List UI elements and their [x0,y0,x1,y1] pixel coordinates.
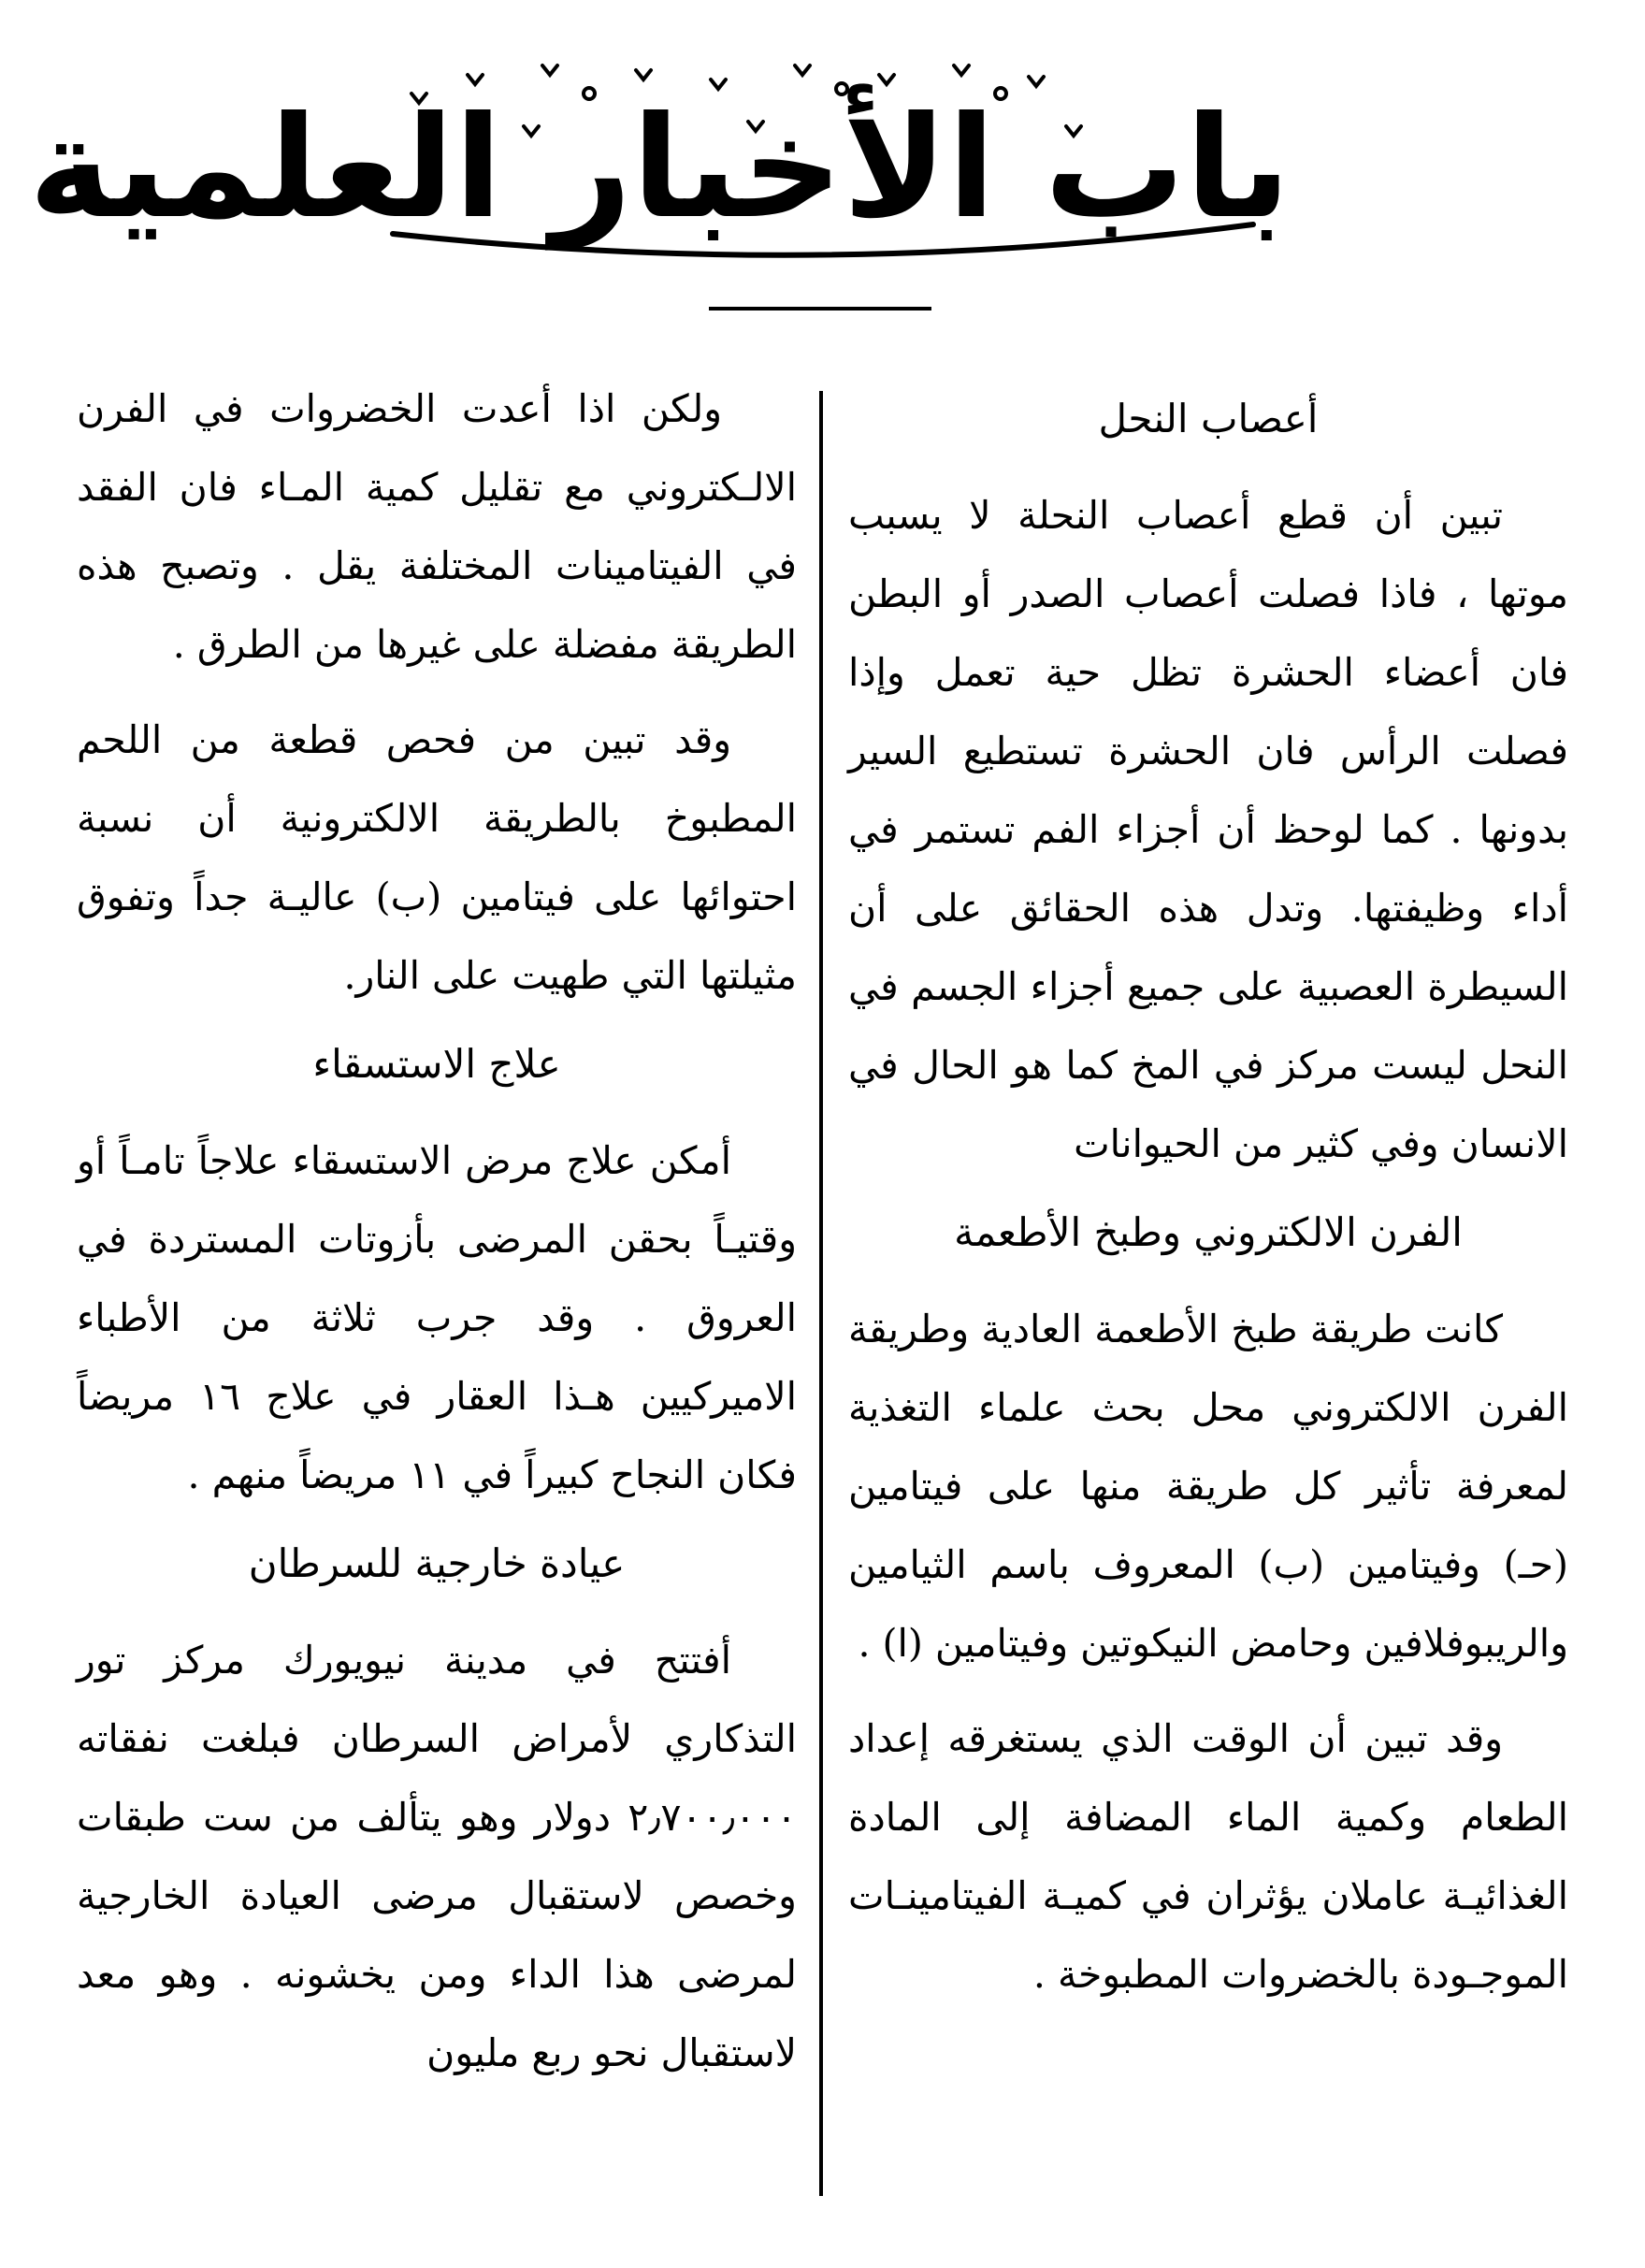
left-column [77,369,797,2109]
paragraph-oven-continued-1: ولكن اذا أعدت الخضروات في الفرن الالـكتروني مع تقليل كمية المـاء فان الفقد في الفيتامينات المختلفة يقل . وتصبح هذه الطريقة مفضلة على غيرها من الطرق . [77,386,797,667]
paragraph-oven-continued-2: وقد تبين من فحص قطعة من اللحم المطبوخ بالطريقة الالكترونية أن نسبة احتوائها على فيتامين (ب) عاليـة جداً وتفوق مثيلتها التي طهيت على النار. [77,717,797,998]
section-heading-cancer-clinic: عيادة خارجية للسرطان [248,1540,626,1586]
paragraph-cancer-clinic: أفتتح في مدينة نيويورك مركز تور التذكاري لأمراض السرطان فبلغت نفقاته ٢٫٧٠٠٫٠٠٠ دولار وهو يتألف من ست طبقات وخصص لاستقبال مرضى العيادة الخارجية لمرضى هذا الداء ومن يخشونه . وهو معد لاستقبال نحو ربع مليون [77,1638,797,2075]
section-heading-dropsy-treatment: علاج الاستسقاء [312,1041,561,1087]
paragraph-electronic-oven-1: كانت طريقة طبخ الأطعمة العادية وطريقة الفرن الالكتروني محل بحث علماء التغذية لمعرفة تأثير كل طريقة منها على فيتامين (حـ) وفيتامين (ب) المعروف باسم الثيامين والريبوفلافين وحامض النيكوتين وفيتامين (ا) . [848,1307,1568,1666]
paragraph-dropsy-treatment: أمكن علاج مرض الاستسقاء علاجاً تامـاً أو وقتيـاً بحقن المرضى بأزوتات المستردة في العروق . وقد جرب ثلاثة من الأطباء الاميركيين هـذا العقار في علاج ١٦ مريضاً فكان النجاح كبيراً في ١١ مريضاً منهم . [77,1138,797,1497]
masthead [28,37,1291,262]
section-heading-bee-nerves: أعصاب النحل [1098,396,1319,441]
column-divider [819,391,823,2196]
section-heading-electronic-oven: الفرن الالكتروني وطبخ الأطعمة [954,1209,1463,1255]
paragraph-electronic-oven-2: وقد تبين أن الوقت الذي يستغرقه إعداد الطعام وكمية الماء المضافة إلى المادة الغذائيـة عاملان يؤثران في كميـة الفيتامينـات الموجـودة بالخضروات المطبوخة . [848,1716,1568,1997]
masthead-divider [709,307,931,311]
paragraph-bee-nerves: تبين أن قطع أعصاب النحلة لا يسبب موتها ، فاذا فصلت أعصاب الصدر أو البطن فان أعضاء الحشرة تظل حية تعمل وإذا فصلت الرأس فان الحشرة تستطيع السير بدونها . كما لوحظ أن أجزاء الفم تستمر في أداء وظيفتها. وتدل هذه الحقائق على أن السيطرة العصبية على جميع أجزاء الجسم في النحل ليست مركز في المخ كما هو الحال في الانسان وفي كثير من الحيوانات [848,493,1568,1166]
right-column [848,369,1568,2030]
masthead-title: باب الأخبار العلمية [28,87,1291,250]
